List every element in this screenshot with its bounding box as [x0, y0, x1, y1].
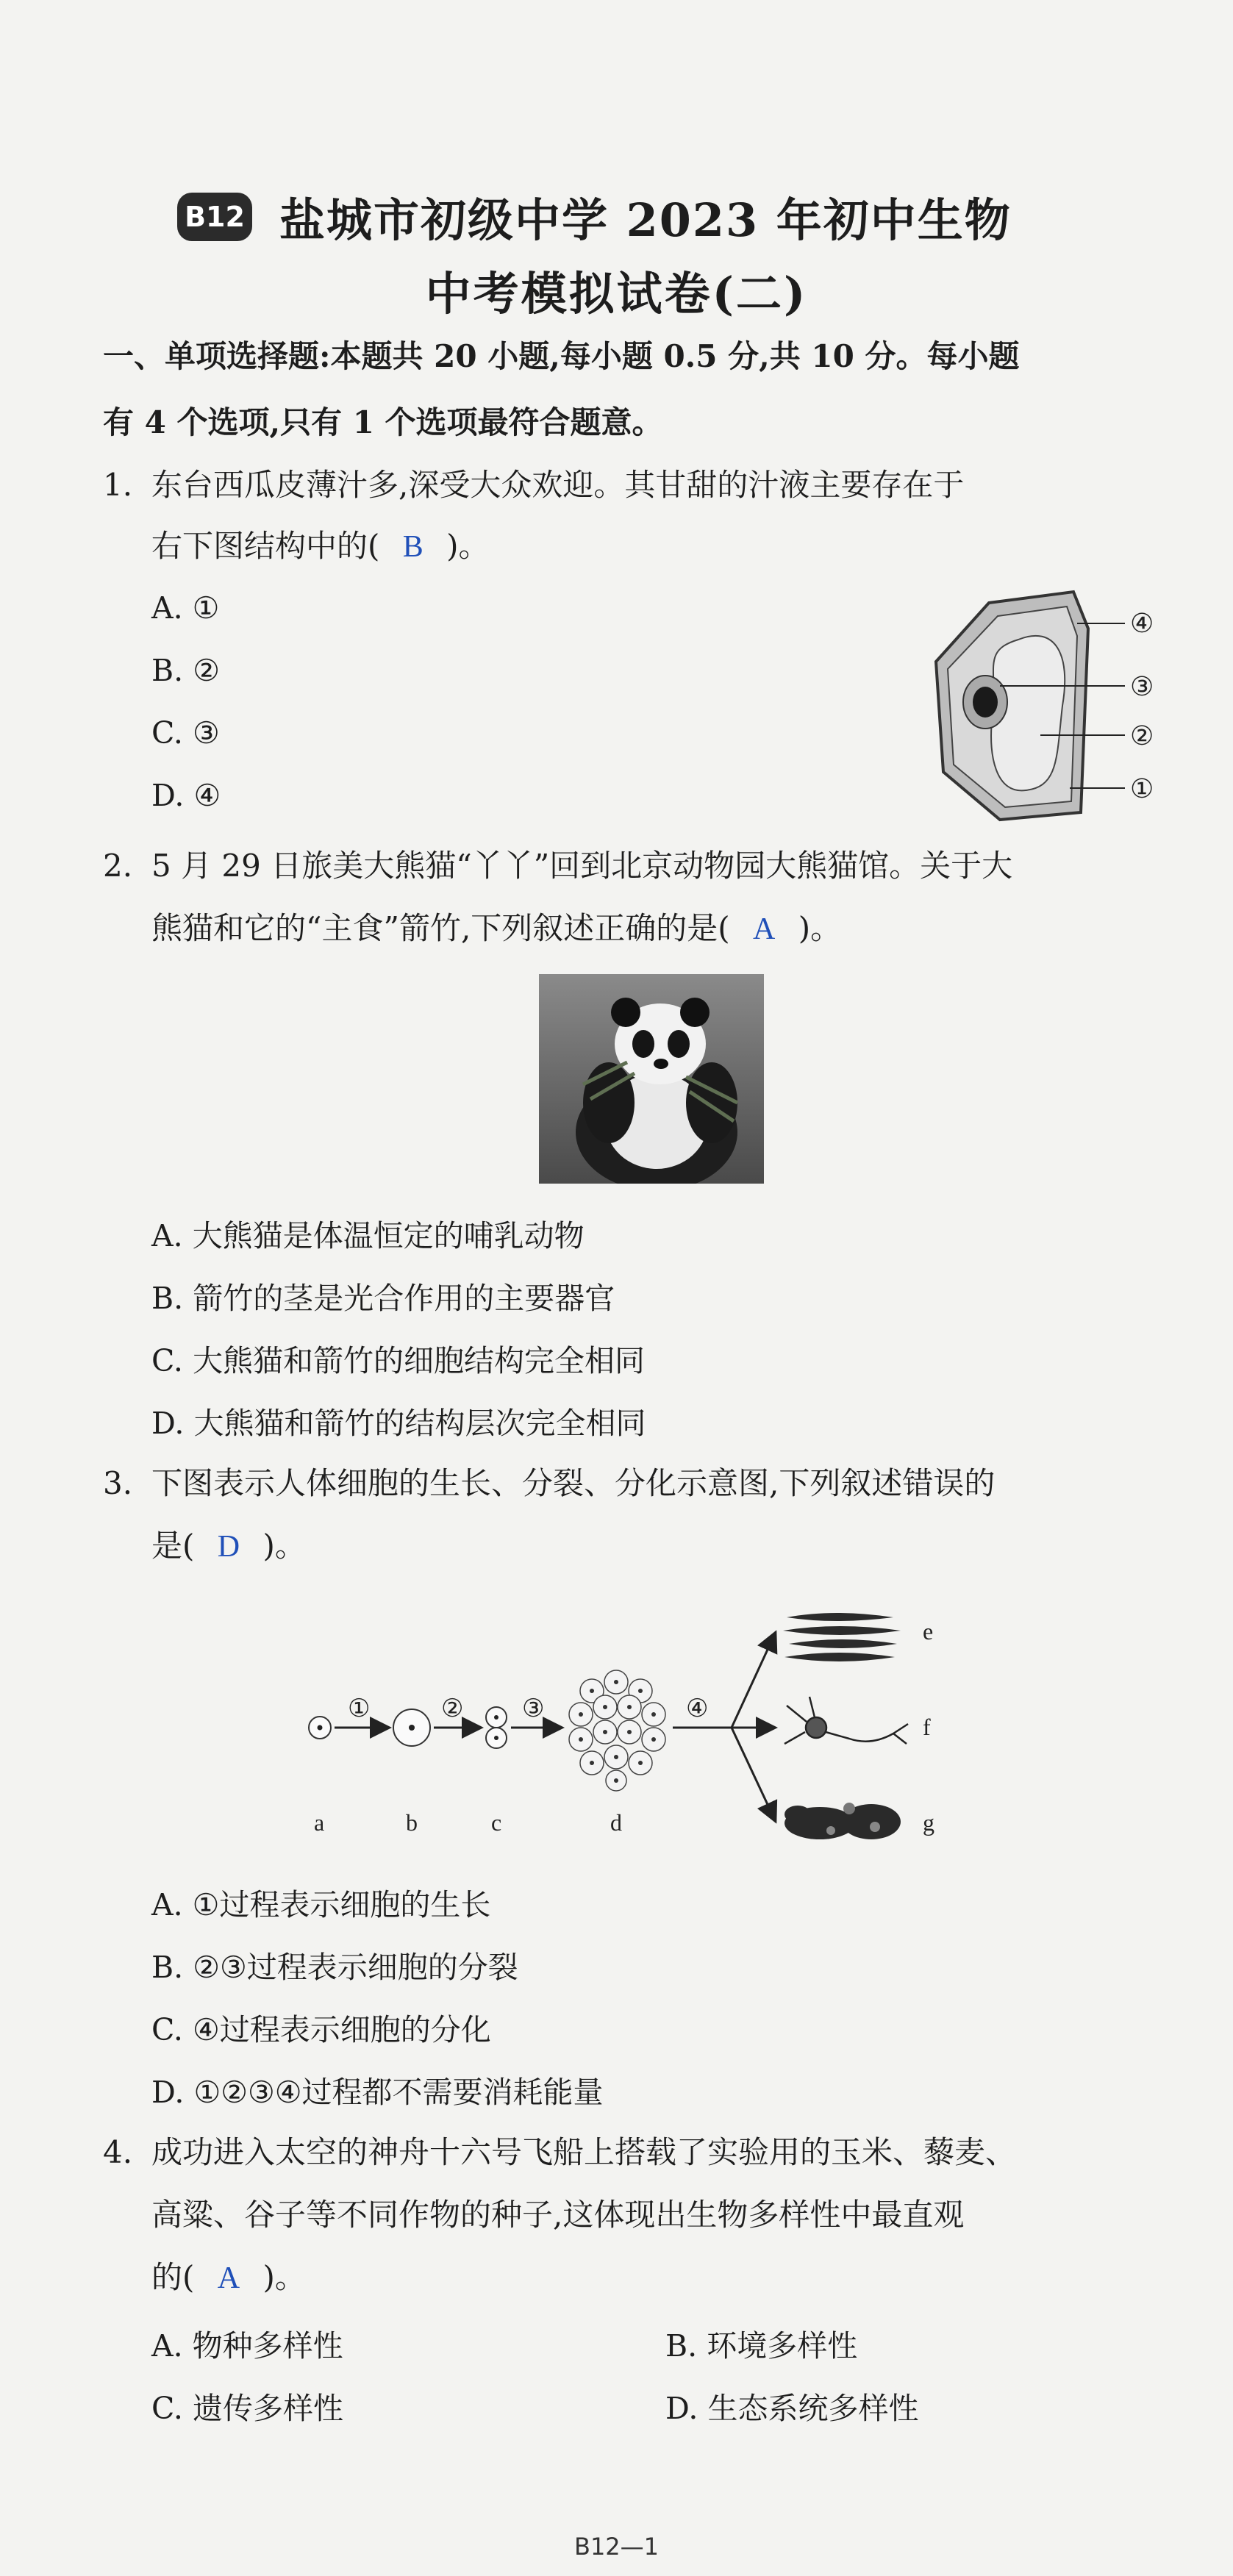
answer-mark: A [753, 912, 776, 946]
question-text-line1: 下图表示人体细胞的生长、分裂、分化示意图,下列叙述错误的 [151, 1465, 996, 1501]
section-heading-line2: 有 4 个选项,只有 1 个选项最符合题意。 [103, 404, 663, 440]
question-text-line1: 东台西瓜皮薄汁多,深受大众欢迎。其甘甜的汁液主要存在于 [151, 467, 965, 503]
question-text-line2 [151, 524, 490, 569]
cell-label-3: ③ [1130, 672, 1154, 701]
option-c: C. 遗传多样性 [151, 2391, 343, 2426]
question-number: 2. [103, 848, 133, 884]
paper-badge: B12 [177, 193, 252, 241]
paper-title: 盐城市初级中学 2023 年初中生物 [279, 193, 1012, 247]
option-a: A. ①过程表示细胞的生长 [151, 1887, 491, 1922]
option-b: B. 箭竹的茎是光合作用的主要器官 [151, 1281, 615, 1316]
cell-division-diagram [290, 1588, 1026, 1853]
question-number: 1. [103, 467, 133, 503]
option-a: A. 物种多样性 [151, 2328, 343, 2364]
nerve-tissue [785, 1697, 908, 1744]
answer-mark: D [217, 1530, 240, 1564]
option-b: B. ② [151, 653, 220, 688]
connective-tissue [785, 1803, 901, 1839]
question-number: 4. [103, 2134, 133, 2170]
question-stem: 右下图结构中的( [151, 528, 380, 564]
option-c: C. 大熊猫和箭竹的细胞结构完全相同 [151, 1343, 645, 1378]
page-number: B12—1 [573, 2533, 660, 2561]
paper-subtitle: 中考模拟试卷(二) [425, 267, 808, 321]
question-stem: 的( [151, 2259, 195, 2295]
muscle-tissue [783, 1613, 901, 1661]
option-c: C. ③ [151, 715, 220, 751]
question-text-line1: 5 月 29 日旅美大熊猫“丫丫”回到北京动物园大熊猫馆。关于大 [151, 848, 1013, 884]
tissue-label-e: e [923, 1618, 934, 1645]
question-stem-end: )。 [262, 1528, 306, 1564]
step-4: ④ [686, 1695, 709, 1722]
question-text-line2 [151, 1524, 306, 1569]
answer-mark: A [217, 2261, 240, 2295]
question-text-line2: 高粱、谷子等不同作物的种子,这体现出生物多样性中最直观 [151, 2197, 965, 2233]
question-stem-end: )。 [262, 2259, 306, 2295]
tissue-label-f: f [923, 1714, 931, 1740]
question-stem: 是( [151, 1528, 195, 1564]
question-text-line1: 成功进入太空的神舟十六号飞船上搭载了实验用的玉米、藜麦、 [151, 2134, 1017, 2170]
step-1: ① [348, 1695, 371, 1722]
option-a: A. 大熊猫是体温恒定的哺乳动物 [151, 1218, 585, 1253]
plant-cell-diagram [930, 588, 1165, 831]
section-heading-line1: 一、单项选择题:本题共 20 小题,每小题 0.5 分,共 10 分。每小题 [103, 338, 1020, 374]
option-b: B. 环境多样性 [665, 2328, 858, 2364]
question-stem-end: )。 [798, 910, 842, 946]
question-stem-end: )。 [446, 528, 490, 564]
question-text-line3 [151, 2255, 306, 2300]
stage-label-d: d [610, 1809, 622, 1836]
panda-photo [539, 974, 764, 1184]
stage-label-b: b [406, 1809, 418, 1836]
option-d: D. 生态系统多样性 [665, 2391, 919, 2426]
cell-cluster [569, 1670, 665, 1791]
stage-label-a: a [314, 1809, 325, 1836]
step-3: ③ [522, 1695, 545, 1722]
option-d: D. 大熊猫和箭竹的结构层次完全相同 [151, 1406, 646, 1441]
option-d: D. ①②③④过程都不需要消耗能量 [151, 2075, 604, 2110]
option-d: D. ④ [151, 778, 221, 813]
tissue-label-g: g [923, 1809, 934, 1836]
cell-label-4: ④ [1130, 609, 1154, 638]
answer-mark: B [402, 530, 423, 564]
option-b: B. ②③过程表示细胞的分裂 [151, 1950, 518, 1985]
question-number: 3. [103, 1465, 133, 1501]
stage-label-c: c [491, 1809, 502, 1836]
option-c: C. ④过程表示细胞的分化 [151, 2012, 491, 2047]
step-2: ② [441, 1695, 464, 1722]
option-a: A. ① [151, 590, 220, 626]
question-text-line2 [151, 906, 841, 951]
cell-label-1: ① [1130, 774, 1154, 804]
question-stem: 熊猫和它的“主食”箭竹,下列叙述正确的是( [151, 910, 730, 946]
cell-label-2: ② [1130, 721, 1154, 751]
